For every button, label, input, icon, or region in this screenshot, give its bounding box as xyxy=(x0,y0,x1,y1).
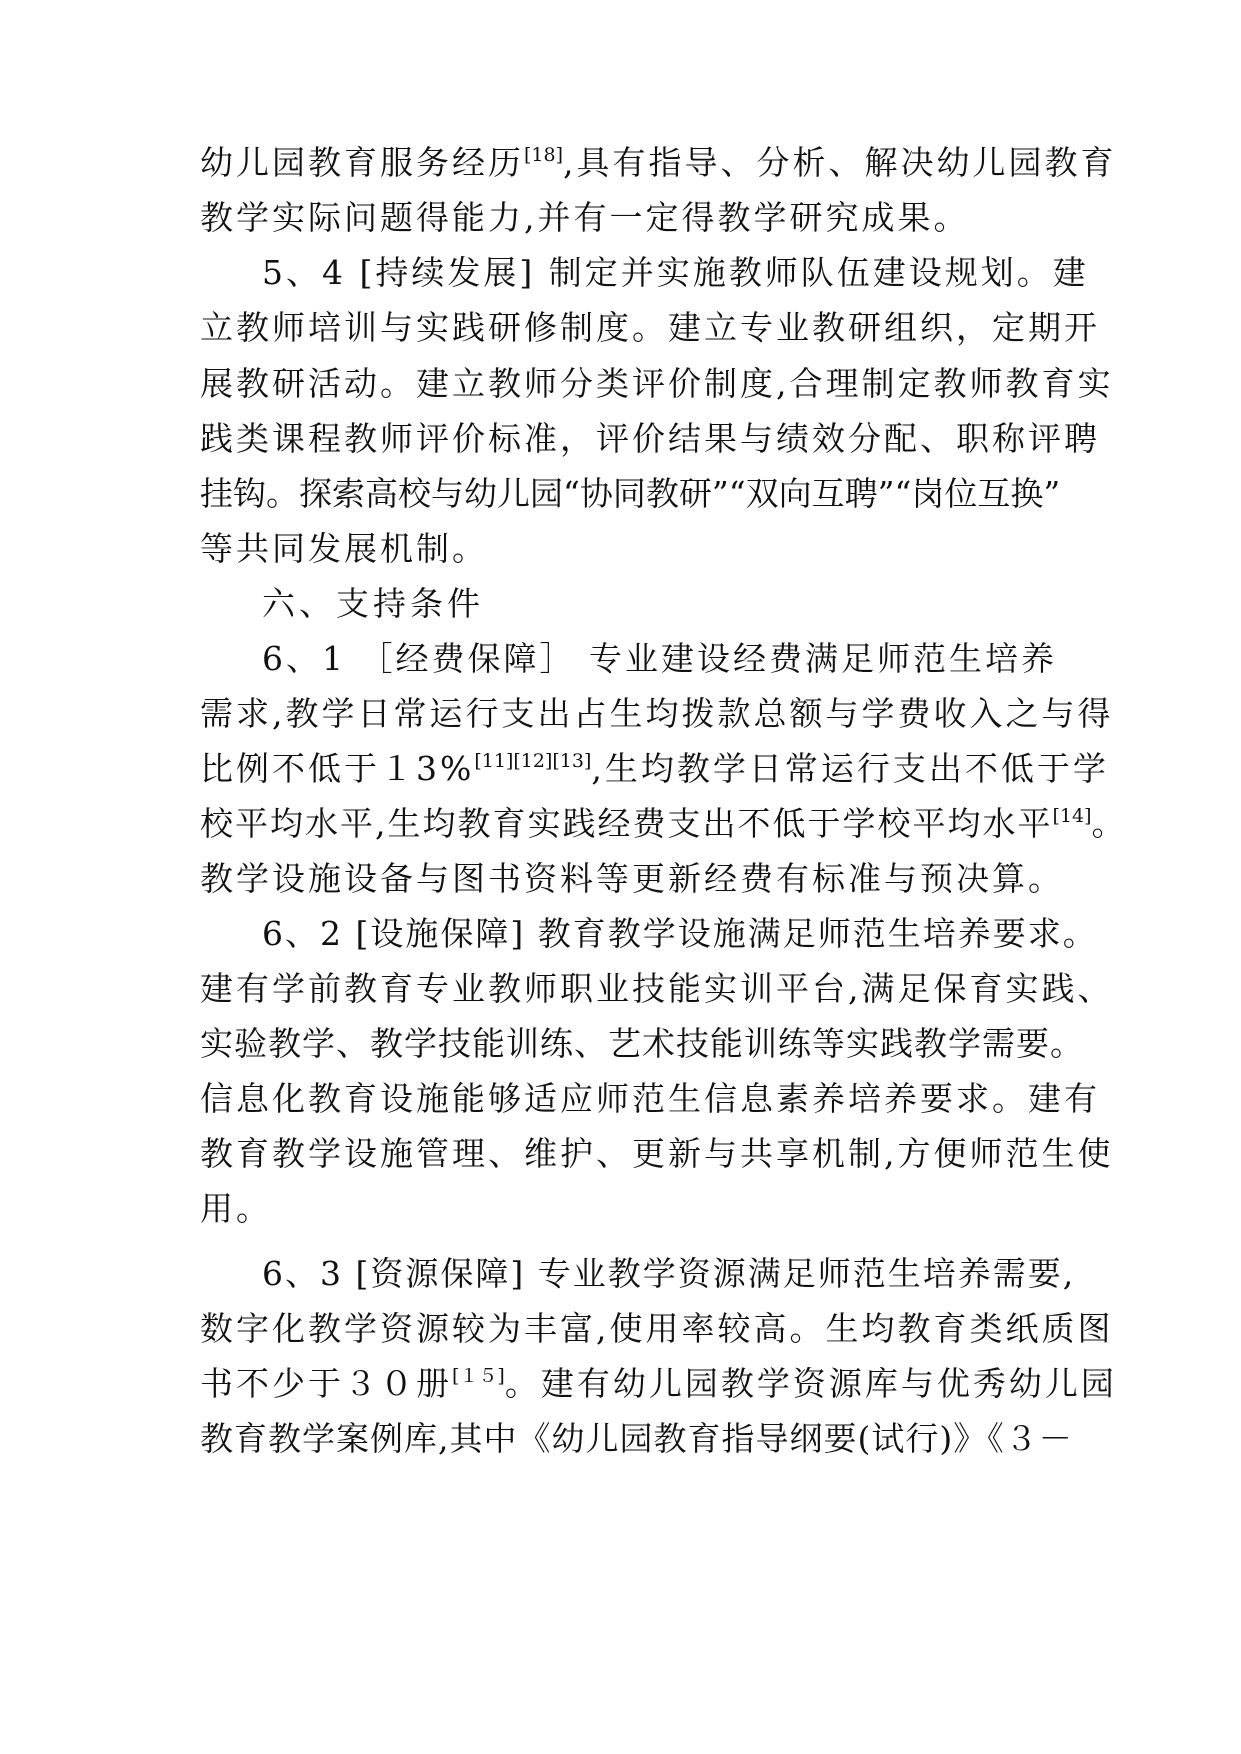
text-line-2: 教学实际问题得能力,并有一定得教学研究成果。 xyxy=(200,198,970,237)
text-line-24: 教育教学案例库,其中《幼儿园教育指导纲要(试行)》《３－ xyxy=(200,1419,1073,1458)
text-line-7: 挂钩。探索高校与幼儿园“协同教研”“双向互聘”“岗位互换” xyxy=(200,474,1061,513)
text-line-13: 校平均水平,生均教育实践经费支出不低于学校平均水平[14]。 xyxy=(200,804,1127,843)
text-line-12: 比例不低于１3%[11][12][13],生均教学日常运行支出不低于学 xyxy=(200,749,1109,788)
text-line-16: 建有学前教育专业教师职业技能实训平台,满足保育实践、 xyxy=(200,969,1114,1008)
text-line-22: 数字化教学资源较为丰富,使用率较高。生均教育类纸质图 xyxy=(200,1309,1114,1348)
section-6-3-line: 6、3 [资源保障] 专业教学资源满足师范生培养需要, xyxy=(262,1254,1076,1293)
section-6-1-line: 6、1 ［经费保障］ 专业建设经费满足师范生培养 xyxy=(262,639,1057,678)
text-line-23: 书不少于３０册[１５]。建有幼儿园教学资源库与优秀幼儿园 xyxy=(200,1364,1117,1403)
text-line-14: 教学设施设备与图书资料等更新经费有标准与预决算。 xyxy=(200,859,1064,898)
text-line-17: 实验教学、教学技能训练、艺术技能训练等实践教学需要。 xyxy=(200,1024,1084,1063)
citation-15: [１５] xyxy=(452,1365,505,1387)
text-line-5: 展教研活动。建立教师分类评价制度,合理制定教师教育实 xyxy=(200,364,1114,403)
section-5-4-line: 5、4 [持续发展] 制定并实施教师队伍建设规划。建 xyxy=(262,253,1089,292)
text-line-20: 用。 xyxy=(200,1189,272,1228)
section-6-2-line: 6、2 [设施保障] 教育教学设施满足师范生培养要求。 xyxy=(262,914,1098,953)
citation-11-12-13: [11][12][13] xyxy=(474,750,592,772)
citation-18: [18] xyxy=(524,144,564,166)
text-line-18: 信息化教育设施能够适应师范生信息素养培养要求。建有 xyxy=(200,1079,1100,1118)
section-heading-support: 六、支持条件 xyxy=(262,584,484,623)
text-line-4: 立教师培训与实践研修制度。建立专业教研组织，定期开 xyxy=(200,308,1100,347)
text-line-8: 等共同发展机制。 xyxy=(200,529,488,568)
text-line-1: 幼儿园教育服务经历[18],具有指导、分析、解决幼儿园教育 xyxy=(200,143,1117,182)
citation-14: [14] xyxy=(1052,805,1092,827)
text-line-6: 践类课程教师评价标准，评价结果与绩效分配、职称评聘 xyxy=(200,419,1100,458)
text-line-11: 需求,教学日常运行支出占生均拨款总额与学费收入之与得 xyxy=(200,694,1114,733)
text-line-19: 教育教学设施管理、维护、更新与共享机制,方便师范生使 xyxy=(200,1134,1114,1173)
